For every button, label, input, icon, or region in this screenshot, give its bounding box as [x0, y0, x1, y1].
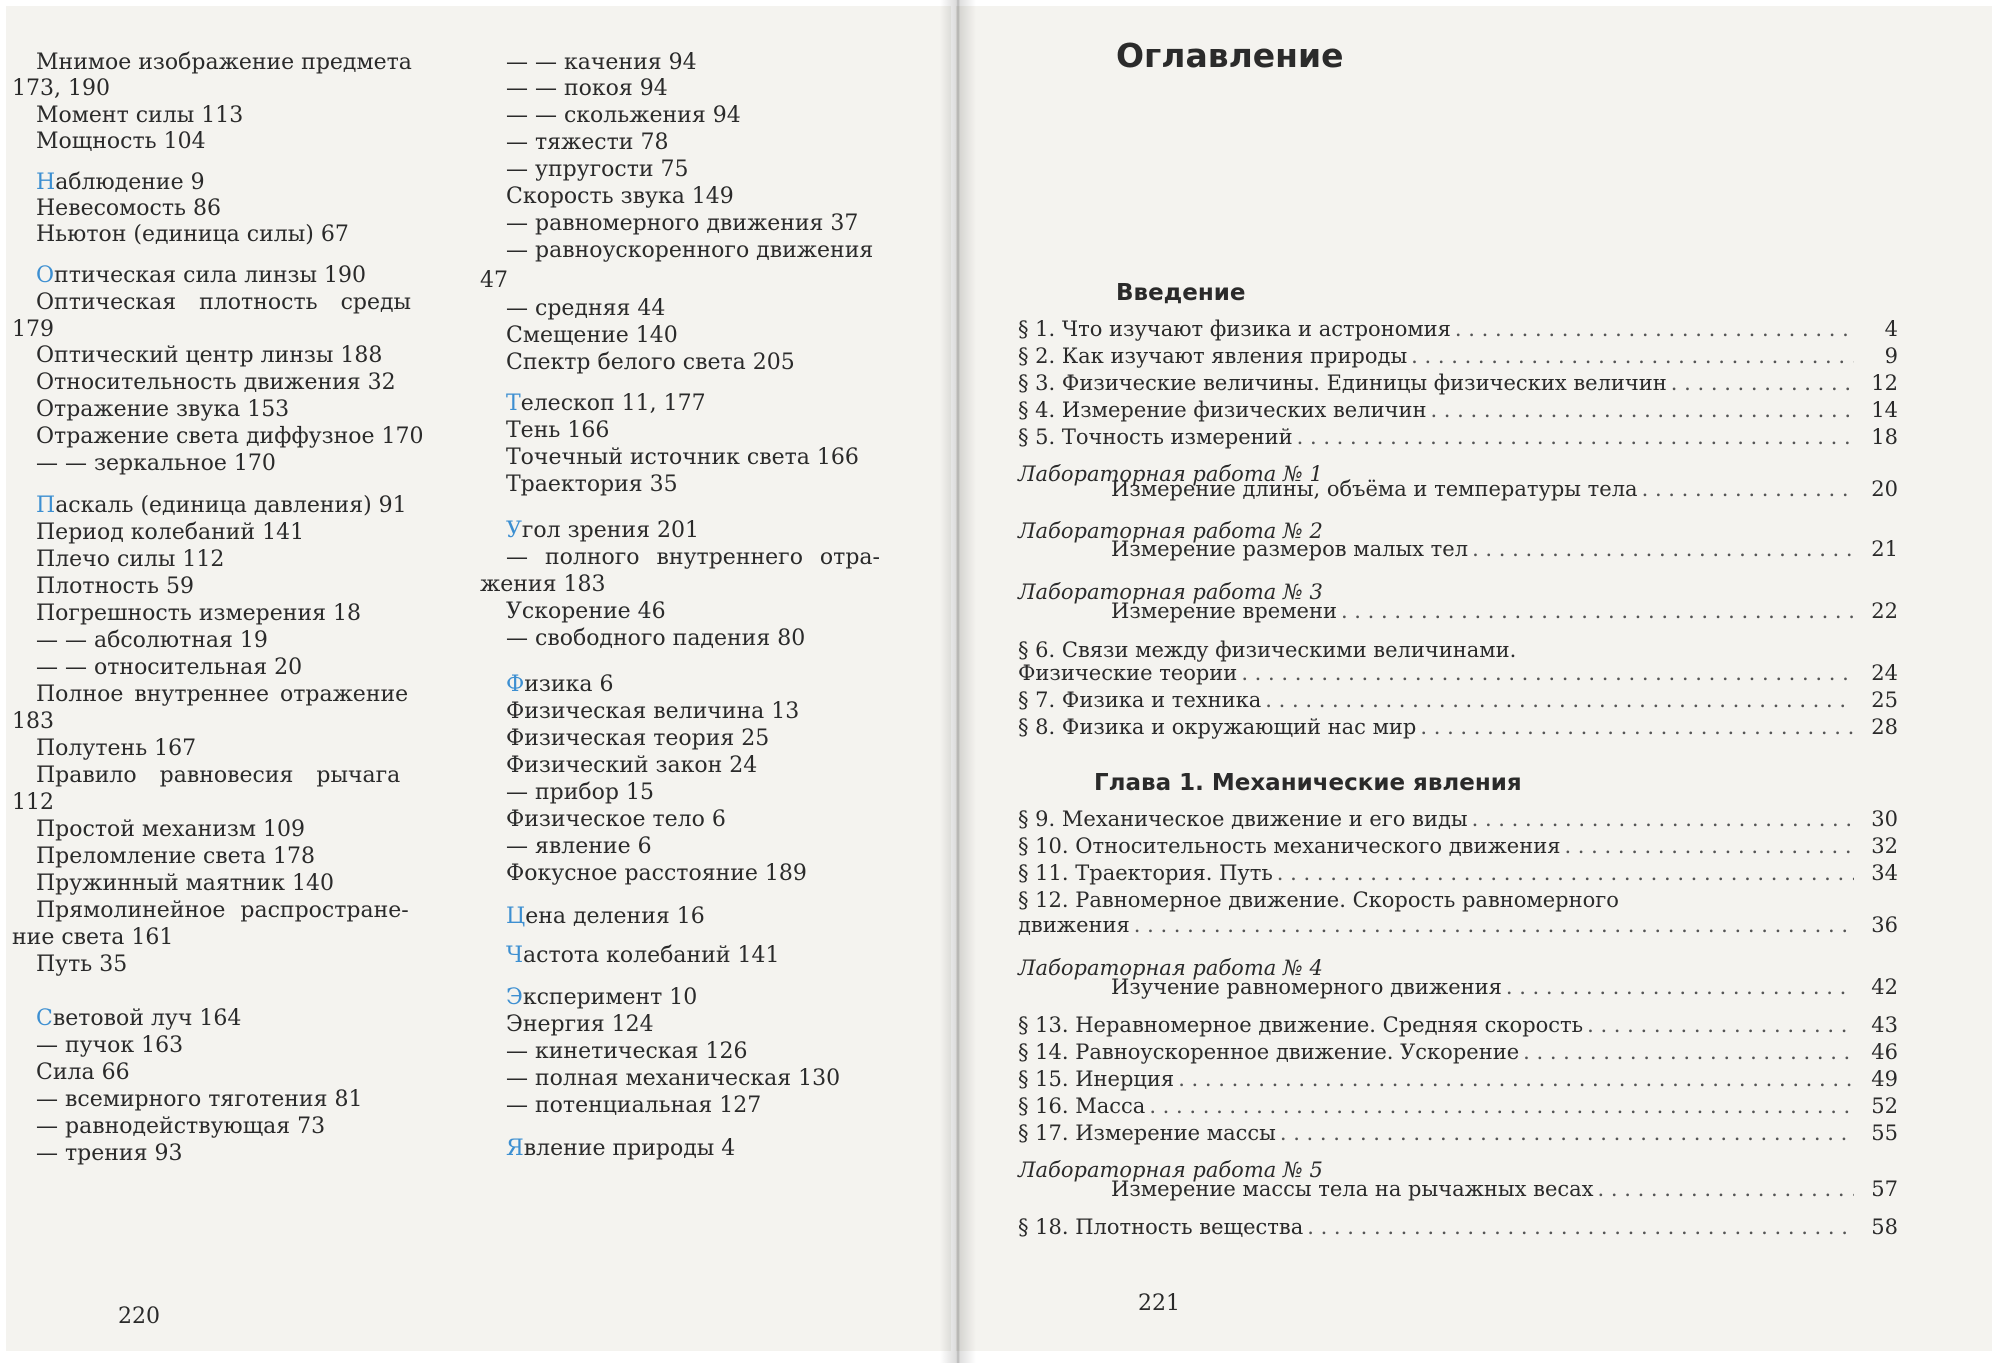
intro-heading: Введение [1116, 280, 1246, 306]
toc-row: Измерение массы тела на рычажных весах . . . 57 [1111, 1176, 1898, 1202]
toc-row: § 14. Равноускоренное движение. Ускорение . . . 46 [1018, 1039, 1898, 1065]
toc-row: § 7. Физика и техника . . . 25 [1018, 687, 1898, 713]
index-entry: Физика 6 [506, 672, 614, 697]
index-entry: — полная механическая 130 [506, 1066, 841, 1091]
contents-title: Оглавление [1116, 36, 1344, 75]
index-entry: Оптический центр линзы 188 [36, 343, 383, 368]
index-entry: — равноускоренного движения [506, 238, 874, 263]
index-entry: Физический закон 24 [506, 753, 758, 778]
index-entry: Мощность 104 [36, 129, 206, 154]
toc-row: Изучение равномерного движения . . . 42 [1111, 974, 1898, 1000]
index-entry: жения 183 [480, 572, 606, 597]
index-entry: Точечный источник света 166 [506, 445, 859, 470]
index-entry: Скорость звука 149 [506, 184, 734, 209]
index-entry: Отражение звука 153 [36, 397, 290, 422]
index-entry: — прибор 15 [506, 780, 654, 805]
index-entry: Явление природы 4 [506, 1136, 736, 1161]
index-entry: — пучок 163 [36, 1033, 184, 1058]
index-entry: — равномерного движения 37 [506, 211, 859, 236]
index-entry: Оптическая сила линзы 190 [36, 263, 367, 288]
lab-title: Лабораторная работа № 3 [1018, 580, 1323, 604]
index-entry: Отражение света диффузное 170 [36, 424, 424, 449]
page-number-right: 221 [1138, 1291, 1180, 1316]
index-entry: Цена деления 16 [506, 904, 705, 929]
index-entry: Ньютон (единица силы) 67 [36, 222, 349, 247]
book-gutter [940, 0, 976, 1363]
toc-line: § 12. Равномерное движение. Скорость равномерного [1018, 888, 1619, 912]
index-entry: Паскаль (единица давления) 91 [36, 493, 407, 518]
toc-row: § 18. Плотность вещества . . . 58 [1018, 1214, 1898, 1240]
index-entry: Плотность 59 [36, 574, 194, 599]
index-entry: 47 [480, 268, 508, 293]
toc-row: Физические теории . . . 24 [1018, 660, 1898, 686]
toc-row: Измерение размеров малых тел . . . 21 [1111, 536, 1898, 562]
index-entry: — равнодействующая 73 [36, 1114, 326, 1139]
toc-row: § 11. Траектория. Путь . . . 34 [1018, 860, 1898, 886]
toc-row: § 10. Относительность механического движения . . . 32 [1018, 833, 1898, 859]
index-entry: — явление 6 [506, 834, 652, 859]
index-entry: Спектр белого света 205 [506, 350, 795, 375]
toc-row: Измерение времени . . . 22 [1111, 598, 1898, 624]
lab-title: Лабораторная работа № 4 [1018, 956, 1323, 980]
lab-title: Лабораторная работа № 5 [1018, 1158, 1323, 1182]
index-entry: Физическая теория 25 [506, 726, 770, 751]
index-entry: Телескоп 11, 177 [506, 391, 706, 416]
index-entry: — кинетическая 126 [506, 1039, 748, 1064]
index-entry: — трения 93 [36, 1141, 183, 1166]
index-entry: Эксперимент 10 [506, 985, 698, 1010]
index-entry: Частота колебаний 141 [506, 943, 780, 968]
index-entry: Невесомость 86 [36, 196, 221, 221]
index-entry: — — скольжения 94 [506, 103, 741, 128]
lab-title: Лабораторная работа № 1 [1018, 462, 1323, 486]
toc-row: § 3. Физические величины. Единицы физических величин . . . 12 [1018, 370, 1898, 396]
index-entry: Оптическая плотность среды [36, 290, 412, 315]
index-entry: Сила 66 [36, 1060, 130, 1085]
index-entry: 179 [12, 317, 54, 342]
index-entry: Полутень 167 [36, 736, 197, 761]
index-entry: — — качения 94 [506, 50, 697, 75]
index-entry: — всемирного тяготения 81 [36, 1087, 363, 1112]
index-entry: Физическая величина 13 [506, 699, 800, 724]
index-entry: — — покоя 94 [506, 76, 668, 101]
index-entry: 183 [12, 709, 54, 734]
index-entry: ние света 161 [12, 925, 174, 950]
toc-row: § 1. Что изучают физика и астрономия . . . 4 [1018, 316, 1898, 342]
toc-row: § 17. Измерение массы . . . 55 [1018, 1120, 1898, 1146]
toc-row: § 2. Как изучают явления природы . . . 9 [1018, 343, 1898, 369]
index-entry: Простой механизм 109 [36, 817, 305, 842]
toc-row: § 8. Физика и окружающий нас мир . . . 28 [1018, 714, 1898, 740]
index-entry: Прямолинейное распростране- [36, 898, 409, 923]
toc-line: § 6. Связи между физическими величинами. [1018, 638, 1517, 662]
index-entry: Траектория 35 [506, 472, 678, 497]
index-entry: — тяжести 78 [506, 130, 669, 155]
index-entry: — — относительная 20 [36, 655, 303, 680]
index-entry: Путь 35 [36, 952, 128, 977]
chapter-1-heading: Глава 1. Механические явления [1094, 770, 1522, 796]
index-entry: Физическое тело 6 [506, 807, 726, 832]
index-entry: Полное внутреннее отражение [36, 682, 409, 707]
index-entry: Мнимое изображение предмета [36, 50, 412, 75]
index-entry: — полного внутреннего отра- [506, 545, 880, 570]
index-entry: Период колебаний 141 [36, 520, 305, 545]
index-entry: Ускорение 46 [506, 599, 666, 624]
index-entry: Относительность движения 32 [36, 370, 396, 395]
toc-row: § 4. Измерение физических величин . . . 14 [1018, 397, 1898, 423]
index-entry: — упругости 75 [506, 157, 689, 182]
toc-row: § 13. Неравномерное движение. Средняя скорость . . . 43 [1018, 1012, 1898, 1038]
index-entry: — потенциальная 127 [506, 1093, 762, 1118]
index-entry: — — абсолютная 19 [36, 628, 268, 653]
index-entry: Преломление света 178 [36, 844, 315, 869]
lab-title: Лабораторная работа № 2 [1018, 519, 1323, 543]
index-entry: 112 [12, 790, 54, 815]
index-entry: — свободного падения 80 [506, 626, 806, 651]
index-entry: Наблюдение 9 [36, 170, 205, 195]
toc-row: § 9. Механическое движение и его виды . . . 30 [1018, 806, 1898, 832]
toc-row: движения . . . 36 [1018, 912, 1898, 938]
index-entry: Правило равновесия рычага [36, 763, 401, 788]
toc-row: Измерение длины, объёма и температуры тела . . . 20 [1111, 476, 1898, 502]
index-entry: Тень 166 [506, 418, 610, 443]
toc-row: § 16. Масса . . . 52 [1018, 1093, 1898, 1119]
right-page-contents [956, 6, 1992, 1351]
index-entry: Энергия 124 [506, 1012, 654, 1037]
index-entry: Смещение 140 [506, 323, 678, 348]
index-entry: Момент силы 113 [36, 103, 244, 128]
toc-row: § 5. Точность измерений . . . 18 [1018, 424, 1898, 450]
index-entry: Световой луч 164 [36, 1006, 242, 1031]
left-page-index [6, 6, 951, 1351]
index-entry: — средняя 44 [506, 296, 666, 321]
index-entry: — — зеркальное 170 [36, 451, 276, 476]
index-entry: Пружинный маятник 140 [36, 871, 334, 896]
index-entry: Угол зрения 201 [506, 518, 699, 543]
toc-row: § 15. Инерция . . . 49 [1018, 1066, 1898, 1092]
index-entry: Фокусное расстояние 189 [506, 861, 807, 886]
index-entry: 173, 190 [12, 76, 110, 101]
index-entry: Погрешность измерения 18 [36, 601, 361, 626]
page-number-left: 220 [118, 1304, 160, 1329]
index-entry: Плечо силы 112 [36, 547, 225, 572]
